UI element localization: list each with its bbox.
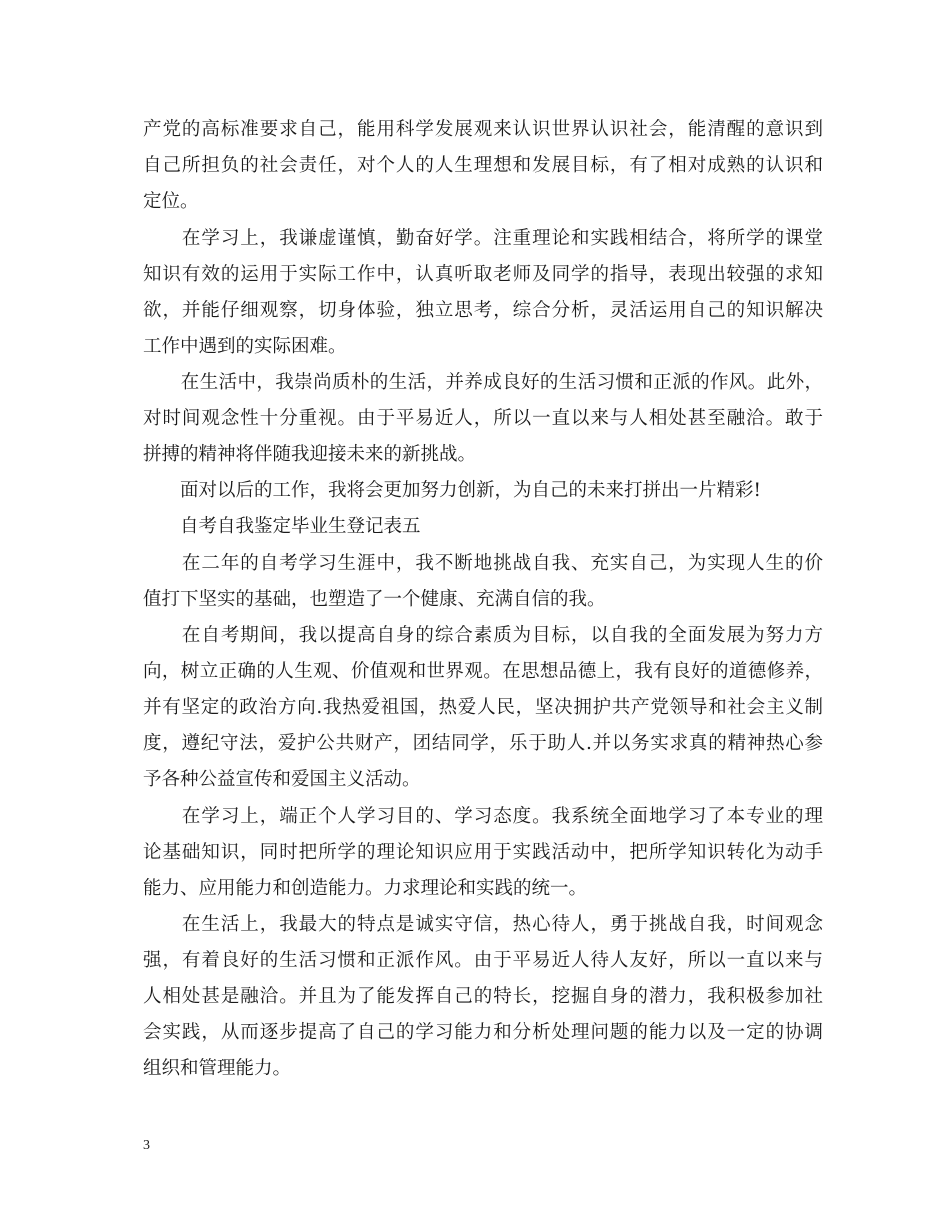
text-line: 面对以后的工作，我将会更加努力创新，为自己的未来打拼出一片精彩! (143, 480, 761, 501)
text-line: 知识有效的运用于实际工作中，认真听取老师及同学的指导，表现出较强的求知 (143, 264, 823, 285)
text-line: 予各种公益宣传和爱国主义活动。 (143, 769, 421, 790)
text-line: 向，树立正确的人生观、价值观和世界观。在思想品德上，我有良好的道德修养， (143, 661, 823, 682)
text-line: 拼搏的精神将伴随我迎接未来的新挑战。 (143, 444, 477, 465)
text-line: 在二年的自考学习生涯中，我不断地挑战自我、充实自己，为实现人生的价 (143, 553, 823, 574)
text-line: 论基础知识，同时把所学的理论知识应用于实践活动中，把所学知识转化为动手 (143, 842, 823, 863)
text-line: 在学习上，端正个人学习目的、学习态度。我系统全面地学习了本专业的理 (143, 806, 823, 827)
text-line: 欲，并能仔细观察，切身体验，独立思考，综合分析，灵活运用自己的知识解决 (143, 300, 823, 321)
text-line: 产党的高标准要求自己，能用科学发展观来认识世界认识社会，能清醒的意识到 (143, 119, 823, 140)
text-line: 组织和管理能力。 (143, 1058, 292, 1079)
text-line: 定位。 (143, 191, 199, 212)
text-line: 在自考期间，我以提高自身的综合素质为目标，以自我的全面发展为努力方 (143, 625, 823, 646)
text-line: 自己所担负的社会责任，对个人的人生理想和发展目标，有了相对成熟的认识和 (143, 155, 823, 176)
text-line: 度，遵纪守法，爱护公共财产，团结同学，乐于助人.并以务实求真的精神热心参 (143, 733, 823, 754)
text-line: 在生活中，我崇尚质朴的生活，并养成良好的生活习惯和正派的作风。此外， (143, 372, 823, 393)
text-line: 能力、应用能力和创造能力。力求理论和实践的统一。 (143, 878, 588, 899)
text-line: 强，有着良好的生活习惯和正派作风。由于平易近人待人友好，所以一直以来与 (143, 950, 823, 971)
text-line: 并有坚定的政治方向.我热爱祖国，热爱人民，坚决拥护共产党领导和社会主义制 (143, 697, 823, 718)
text-line: 在生活上，我最大的特点是诚实守信，热心待人，勇于挑战自我，时间观念 (143, 914, 823, 935)
text-line: 在学习上，我谦虚谨慎，勤奋好学。注重理论和实践相结合，将所学的课堂 (143, 228, 823, 249)
text-line: 对时间观念性十分重视。由于平易近人，所以一直以来与人相处甚至融洽。敢于 (143, 408, 823, 429)
text-line: 人相处甚是融洽。并且为了能发挥自己的特长，挖掘自身的潜力，我积极参加社 (143, 986, 823, 1007)
text-line: 工作中遇到的实际困难。 (143, 336, 347, 357)
text-line: 会实践，从而逐步提高了自己的学习能力和分析处理问题的能力以及一定的协调 (143, 1022, 823, 1043)
text-line: 值打下坚实的基础，也塑造了一个健康、充满自信的我。 (143, 589, 606, 610)
page-number: 3 (143, 1138, 150, 1153)
section-heading: 自考自我鉴定毕业生登记表五 (143, 516, 421, 537)
